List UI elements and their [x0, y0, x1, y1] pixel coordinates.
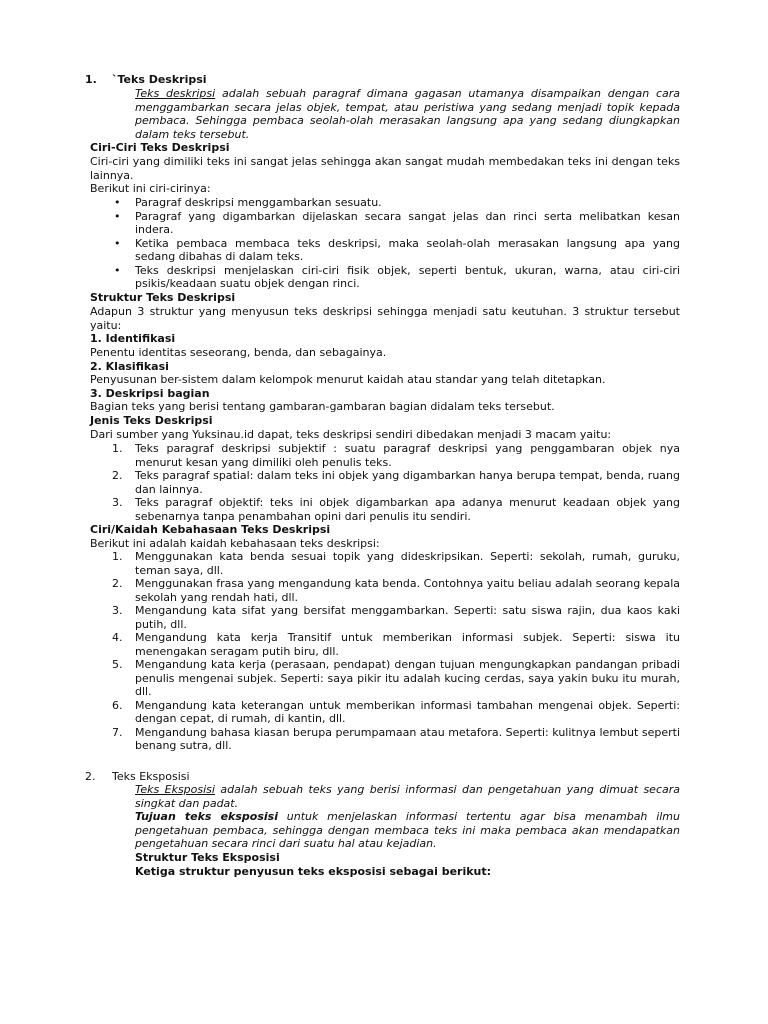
list-item-number: 3. — [112, 604, 123, 617]
struktur-2-text: Penyusunan ber-sistem dalam kelompok menurut kaidah atau standar yang telah ditetapkan. — [90, 373, 606, 386]
list-item-number: 4. — [112, 631, 123, 644]
section2-intro-text: adalah sebuah teks yang berisi informasi dan pengetahuan yang dimuat secara singkat dan padat. — [135, 783, 680, 810]
section1-intro-term: Teks deskripsi — [135, 87, 216, 100]
list-item-text: Menggunakan kata benda sesuai topik yang dideskripsikan. Seperti: sekolah, rumah, guruku, teman saya, dll. — [135, 550, 680, 577]
jenis-heading: Jenis Teks Deskripsi — [90, 414, 213, 427]
section1-intro — [135, 87, 680, 141]
list-item-number: 5. — [112, 658, 123, 671]
section2-intro — [135, 783, 680, 810]
list-item-text: Mengandung kata keterangan untuk memberikan informasi tambahan mengenai objek. Seperti: dengan cepat, di rumah, di kantin, dll. — [135, 698, 680, 725]
list-item-text: Mengandung kata sifat yang bersifat menggambarkan. Seperti: satu siswa rajin, dua kaos kaki putih, dll. — [135, 604, 680, 631]
list-item-text: Mengandung kata kerja (perasaan, pendapat) dengan tujuan mengungkapkan pandangan pribadi penulis mengenai subjek. Seperti: saya pikir itu adalah kucing cerdas, saya yakin buku itu murah, dll. — [135, 658, 680, 698]
struktur-1-text: Penentu identitas seseorang, benda, dan sebagainya. — [90, 346, 387, 359]
list-item-text: Mengandung kata kerja Transitif untuk memberikan informasi subjek. Seperti: siswa itu menengakan seragam putih biru, dll. — [135, 631, 680, 658]
kaidah-list — [112, 550, 680, 753]
list-item — [112, 726, 680, 753]
section1-number: 1. — [85, 73, 97, 86]
list-item — [112, 577, 680, 604]
list-item — [112, 631, 680, 658]
section2-number: 2. — [85, 770, 96, 783]
section1-title: `Teks Deskripsi — [112, 73, 207, 86]
list-item-number: 2. — [112, 577, 123, 590]
jenis-list — [112, 442, 680, 523]
struktur-paragraph: Adapun 3 struktur yang menyusun teks deskripsi sehingga menjadi satu keutuhan. 3 struktur tersebut yaitu: — [90, 305, 680, 332]
list-item — [112, 658, 680, 699]
list-item-number: 2. — [112, 469, 123, 482]
bullet-item: • Paragraf yang digambarkan dijelaskan secara sangat jelas dan rinci serta melibatkan kesan indera. — [112, 210, 680, 237]
ciri-bullet-list — [112, 196, 680, 291]
struktur-heading: Struktur Teks Deskripsi — [90, 291, 236, 304]
bullet-item: • Ketika pembaca membaca teks deskripsi, maka seolah-olah merasakan langsung apa yang sedang dibahas di dalam teks. — [112, 237, 680, 264]
section2-tujuan-term: Tujuan teks eksposisi — [135, 810, 278, 823]
list-item-number: 1. — [112, 442, 123, 455]
ciri-lead: Berikut ini ciri-cirinya: — [90, 182, 211, 195]
jenis-paragraph: Dari sumber yang Yuksinau.id dapat, teks deskripsi sendiri dibedakan menjadi 3 macam yaitu: — [90, 428, 612, 441]
list-item-text: Menggunakan frasa yang mengandung kata benda. Contohnya yaitu beliau adalah seorang kepala sekolah yang rendah hati, dll. — [135, 577, 680, 604]
section2-heading — [85, 770, 190, 784]
section2-tujuan — [135, 810, 680, 851]
kaidah-paragraph: Berikut ini adalah kaidah kebahasaan teks deskripsi: — [90, 537, 380, 550]
struktur-1-title: 1. Identifikasi — [90, 332, 176, 345]
list-item — [112, 604, 680, 631]
list-item — [112, 442, 680, 469]
list-item — [112, 699, 680, 726]
section2-intro-term: Teks Eksposisi — [135, 783, 215, 796]
section2-title: Teks Eksposisi — [112, 770, 190, 783]
list-item — [112, 469, 680, 496]
struktur-2-title: 2. Klasifikasi — [90, 360, 169, 373]
section2-struktur-heading: Struktur Teks Eksposisi — [135, 851, 280, 864]
kaidah-heading: Ciri/Kaidah Kebahasaan Teks Deskripsi — [90, 523, 331, 536]
list-item-text: Mengandung bahasa kiasan berupa perumpamaan atau metafora. Seperti: kulitnya lembut seperti benang sutra, dll. — [135, 725, 680, 752]
list-item-number: 6. — [112, 698, 123, 712]
list-item-number: 7. — [112, 725, 123, 739]
section1-intro-text: adalah sebuah paragraf dimana gagasan utamanya disampaikan dengan cara menggambarkan secara jelas objek, tempat, atau peristiwa yang sedang menjadi topik kepada pembaca. Sehingga pembaca seolah-olah merasakan langsung apa yang sedang diungkapkan dalam teks tersebut. — [135, 87, 680, 141]
section2-struktur-paragraph: Ketiga struktur penyusun teks eksposisi sebagai berikut: — [135, 865, 492, 878]
list-item-text: Teks paragraf objektif: teks ini objek digambarkan apa adanya menurut keadaan objek yang sebenarnya tanpa penambahan opini dari penulis itu sendiri. — [135, 496, 680, 523]
section2-tujuan-text: untuk menjelaskan informasi tertentu agar bisa menambah ilmu pengetahuan pembaca, sehingga dengan membaca teks ini maka pembaca akan mendapatkan pengetahuan secara rinci dari suatu hal atau kejadian. — [135, 810, 680, 850]
bullet-item: • Paragraf deskripsi menggambarkan sesuatu. — [112, 196, 680, 210]
struktur-3-title: 3. Deskripsi bagian — [90, 387, 210, 400]
list-item-text: Teks paragraf spatial: dalam teks ini objek yang digambarkan hanya berupa tempat, benda, ruang dan lainnya. — [135, 469, 680, 496]
list-item-text: Teks paragraf deskripsi subjektif : suatu paragraf deskripsi yang penggambaran objek nya menurut kesan yang dimiliki oleh penulis teks. — [135, 442, 680, 469]
list-item — [112, 550, 680, 577]
struktur-3-text: Bagian teks yang berisi tentang gambaran-gambaran bagian didalam teks tersebut. — [90, 400, 555, 413]
section1-heading — [85, 73, 207, 87]
list-item-number: 1. — [112, 550, 123, 563]
ciri-paragraph: Ciri-ciri yang dimiliki teks ini sangat jelas sehingga akan sangat mudah membedakan teks ini dengan teks lainnya. — [90, 155, 680, 182]
list-item-number: 3. — [112, 496, 123, 509]
list-item — [112, 496, 680, 523]
bullet-item: • Teks deskripsi menjelaskan ciri-ciri fisik objek, seperti bentuk, ukuran, warna, atau ciri-ciri psikis/keadaan suatu objek dengan rinci. — [112, 264, 680, 291]
ciri-heading: Ciri-Ciri Teks Deskripsi — [90, 141, 230, 154]
